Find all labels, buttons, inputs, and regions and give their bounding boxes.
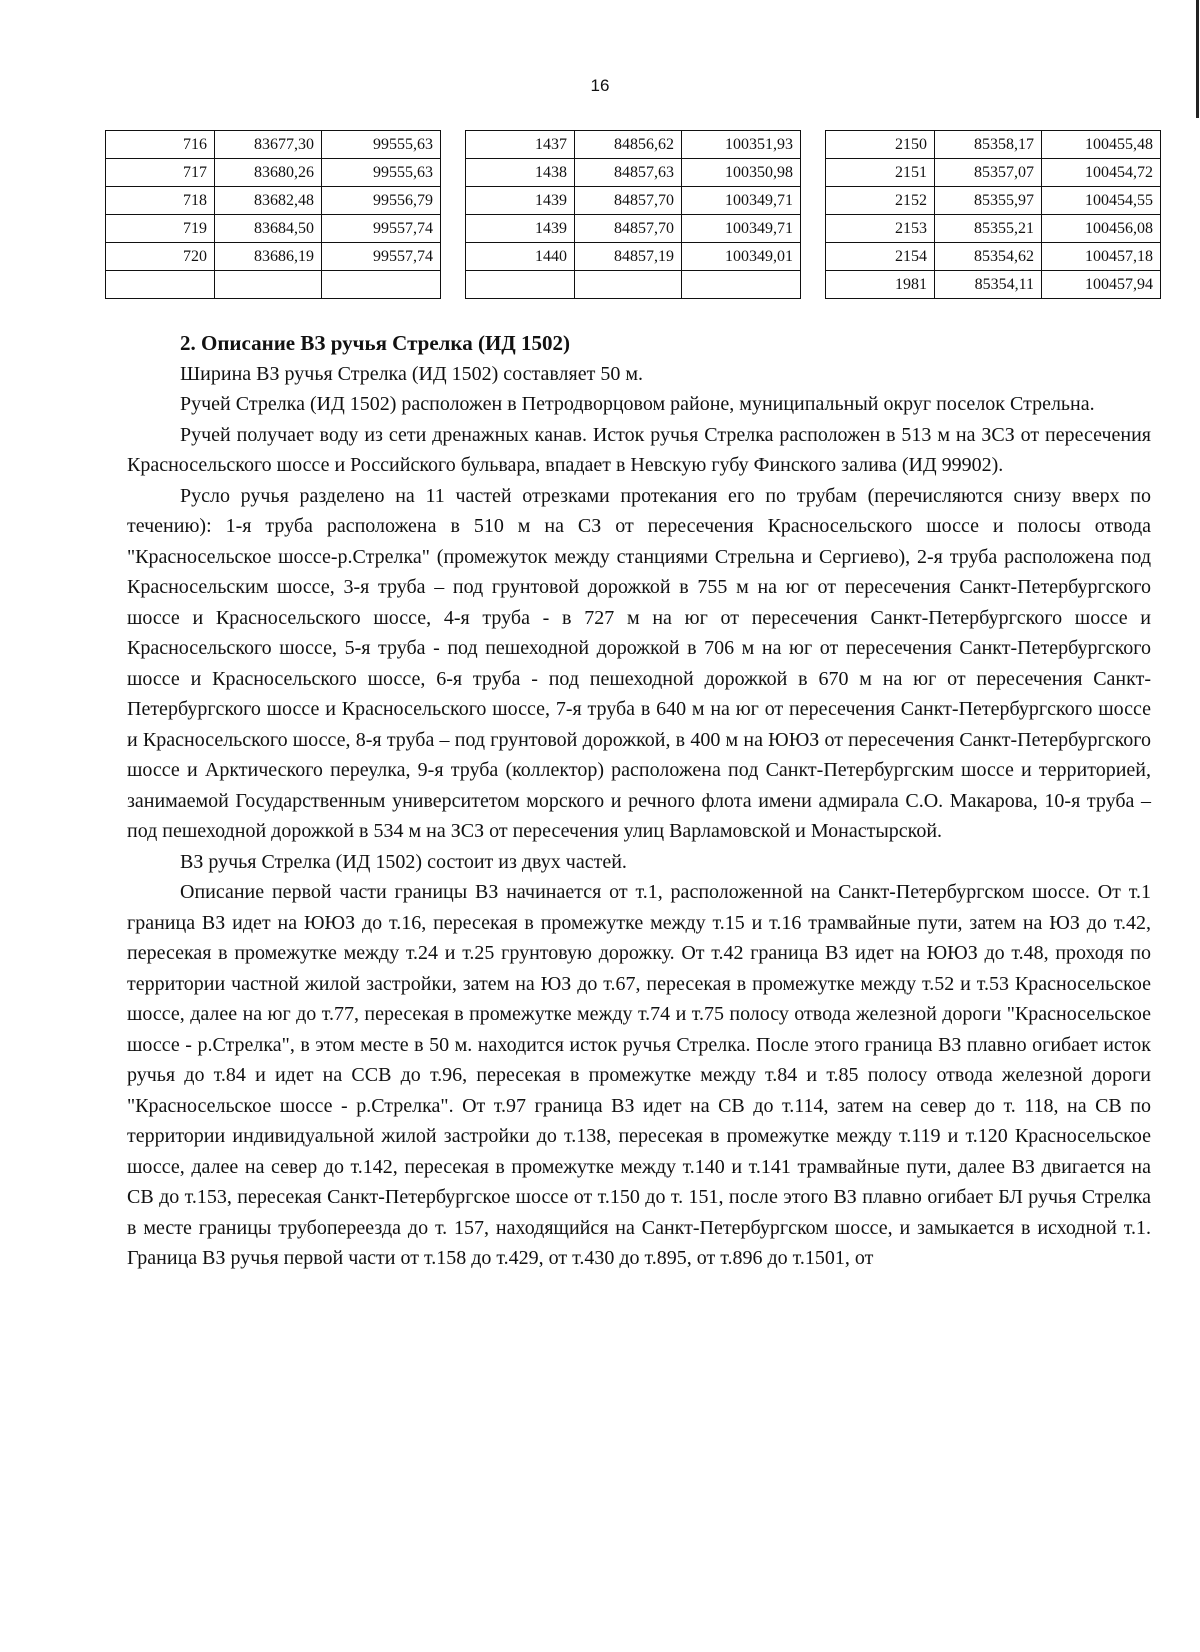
point-number-cell: 2153 (826, 215, 935, 243)
table-row (106, 271, 441, 299)
point-number-cell: 2150 (826, 131, 935, 159)
table-row (466, 243, 801, 271)
point-number-cell: 1439 (466, 215, 575, 243)
y-coordinate-cell: 100349,01 (682, 243, 801, 271)
x-coordinate-cell: 84857,63 (575, 159, 682, 187)
y-coordinate-cell: 100350,98 (682, 159, 801, 187)
paragraph-pipes: Русло ручья разделено на 11 частей отрезками протекания его по трубам (перечисляются снизу вверх по течению): 1-я труба расположена в 510 м на СЗ от пересечения Красносельского шоссе и полосы отвода "Красносельское шоссе-р.Стрелка" (промежуток между станциями Стрельна и Сергиево), 2-я труба расположена под Красносельским шоссе, 3-я труба – под грунтовой дорожкой в 755 м на юг от пересечения Санкт-Петербургского шоссе и Красносельского шоссе, 4-я труба - в 727 м на юг от пересечения Санкт-Петербургского шоссе и Красносельского шоссе, 5-я труба - под пешеходной дорожкой в 706 м на юг от пересечения Санкт-Петербургского шоссе и Красносельского шоссе, 6-я труба - под пешеходной дорожкой в 670 м на юг от пересечения Санкт-Петербургского шоссе и Красносельского шоссе, 7-я труба в 640 м на юг от пересечения Санкт-Петербургского шоссе и Красносельского шоссе, 8-я труба – под грунтовой дорожкой, в 400 м на ЮЮЗ от пересечения Санкт-Петербургского шоссе и Арктического переулка, 9-я труба (коллектор) расположена под Санкт-Петербургским шоссе и территорией, занимаемой Государственным университетом морского и речного флота имени адмирала С.О. Макарова, 10-я труба – под пешеходной дорожкой в 534 м на ЗСЗ от пересечения улиц Варламовской и Монастырской. (127, 484, 1151, 842)
x-coordinate-cell: 83677,30 (215, 131, 322, 159)
y-coordinate-cell: 100349,71 (682, 215, 801, 243)
table-row (466, 215, 801, 243)
point-number-cell: 718 (106, 187, 215, 215)
y-coordinate-cell: 100455,48 (1042, 131, 1161, 159)
y-coordinate-cell (682, 271, 801, 299)
x-coordinate-cell: 83682,48 (215, 187, 322, 215)
x-coordinate-cell: 85354,11 (935, 271, 1042, 299)
table-row (826, 271, 1161, 299)
x-coordinate-cell: 83686,19 (215, 243, 322, 271)
y-coordinate-cell: 99556,79 (322, 187, 441, 215)
table-row (106, 159, 441, 187)
x-coordinate-cell: 85358,17 (935, 131, 1042, 159)
x-coordinate-cell: 84856,62 (575, 131, 682, 159)
point-number-cell: 2152 (826, 187, 935, 215)
y-coordinate-cell: 99557,74 (322, 215, 441, 243)
paragraph-parts: ВЗ ручья Стрелка (ИД 1502) состоит из двух частей. (180, 850, 627, 873)
point-number-cell (466, 271, 575, 299)
table-row (106, 215, 441, 243)
y-coordinate-cell: 99555,63 (322, 159, 441, 187)
table-row (466, 187, 801, 215)
x-coordinate-cell (575, 271, 682, 299)
page-number: 16 (590, 76, 610, 95)
table-row (466, 271, 801, 299)
point-number-cell: 716 (106, 131, 215, 159)
x-coordinate-cell: 83680,26 (215, 159, 322, 187)
y-coordinate-cell: 99555,63 (322, 131, 441, 159)
table-row (826, 159, 1161, 187)
y-coordinate-cell: 100457,18 (1042, 243, 1161, 271)
point-number-cell: 717 (106, 159, 215, 187)
point-number-cell: 1440 (466, 243, 575, 271)
x-coordinate-cell: 84857,70 (575, 187, 682, 215)
paragraph-boundary: Описание первой части границы ВЗ начинается от т.1, расположенной на Санкт-Петербургском шоссе. От т.1 граница ВЗ идет на ЮЮЗ до т.16, пересекая в промежутке между т.15 и т.16 трамвайные пути, затем на ЮЗ до т.42, пересекая в промежутке между т.24 и т.25 грунтовую дорожку. От т.42 граница ВЗ идет на ЮЮЗ до т.48, проходя по территории частной жилой застройки, затем на ЮЗ до т.67, пересекая в промежутке между т.52 и т.53 Красносельское шоссе, далее на юг до т.77, пересекая в промежутке между т.74 и т.75 полосу отвода железной дороги "Красносельское шоссе - р.Стрелка", в этом месте в 50 м. находится исток ручья Стрелка. После этого граница ВЗ плавно огибает исток ручья до т.84 и идет на ССВ до т.96, пересекая в промежутке между т.84 и т.85 полосу отвода железной дороги "Красносельское шоссе - р.Стрелка". От т.97 граница ВЗ идет на СВ до т.114, затем на север до т. 118, на СВ по территории индивидуальной жилой застройки до т.138, пересекая в промежутке между т.119 и т.120 Красносельское шоссе, далее на север до т.142, пересекая в промежутке между т.140 и т.141 трамвайные пути, далее ВЗ двигается на СВ до т.153, пересекая Санкт-Петербургское шоссе от т.150 до т. 151, после этого ВЗ плавно огибает БЛ ручья Стрелка в месте границы трубопереезда до т. 157, находящийся на Санкт-Петербургском шоссе, и замыкается в исходной т.1. Граница ВЗ ручья первой части от т.158 до т.429, от т.430 до т.895, от т.896 до т.1501, от (127, 881, 1151, 1269)
point-number-cell (106, 271, 215, 299)
table-row (466, 131, 801, 159)
scan-edge-mark (1196, 0, 1199, 118)
point-number-cell: 1981 (826, 271, 935, 299)
x-coordinate-cell: 84857,19 (575, 243, 682, 271)
point-number-cell: 1439 (466, 187, 575, 215)
x-coordinate-cell: 84857,70 (575, 215, 682, 243)
point-number-cell: 2154 (826, 243, 935, 271)
y-coordinate-cell: 100457,94 (1042, 271, 1161, 299)
point-number-cell: 1437 (466, 131, 575, 159)
point-number-cell: 720 (106, 243, 215, 271)
x-coordinate-cell: 85355,21 (935, 215, 1042, 243)
table-row (106, 243, 441, 271)
x-coordinate-cell: 85357,07 (935, 159, 1042, 187)
point-number-cell: 1438 (466, 159, 575, 187)
y-coordinate-cell: 100454,72 (1042, 159, 1161, 187)
section-body (127, 328, 1151, 1274)
section-heading: 2. Описание ВЗ ручья Стрелка (ИД 1502) (180, 331, 570, 355)
coordinate-table-2 (465, 130, 801, 299)
table-row (106, 187, 441, 215)
x-coordinate-cell (215, 271, 322, 299)
y-coordinate-cell (322, 271, 441, 299)
x-coordinate-cell: 83684,50 (215, 215, 322, 243)
y-coordinate-cell: 99557,74 (322, 243, 441, 271)
y-coordinate-cell: 100349,71 (682, 187, 801, 215)
table-row (826, 215, 1161, 243)
point-number-cell: 719 (106, 215, 215, 243)
x-coordinate-cell: 85354,62 (935, 243, 1042, 271)
table-row (106, 131, 441, 159)
table-row (466, 159, 801, 187)
point-number-cell: 2151 (826, 159, 935, 187)
table-row (826, 131, 1161, 159)
x-coordinate-cell: 85355,97 (935, 187, 1042, 215)
paragraph-location: Ручей Стрелка (ИД 1502) расположен в Петродворцовом районе, муниципальный округ поселок Стрельна. (180, 393, 1095, 415)
y-coordinate-cell: 100456,08 (1042, 215, 1161, 243)
y-coordinate-cell: 100351,93 (682, 131, 801, 159)
coordinate-table-1 (105, 130, 441, 299)
paragraph-width: Ширина ВЗ ручья Стрелка (ИД 1502) составляет 50 м. (180, 362, 643, 385)
y-coordinate-cell: 100454,55 (1042, 187, 1161, 215)
table-row (826, 187, 1161, 215)
paragraph-source: Ручей получает воду из сети дренажных канав. Исток ручья Стрелка расположен в 513 м на ЗСЗ от пересечения Красносельского шоссе и Российского бульвара, впадает в Невскую губу Финского залива (ИД 99902). (127, 423, 1151, 476)
coordinate-table-3 (825, 130, 1161, 299)
table-row (826, 243, 1161, 271)
